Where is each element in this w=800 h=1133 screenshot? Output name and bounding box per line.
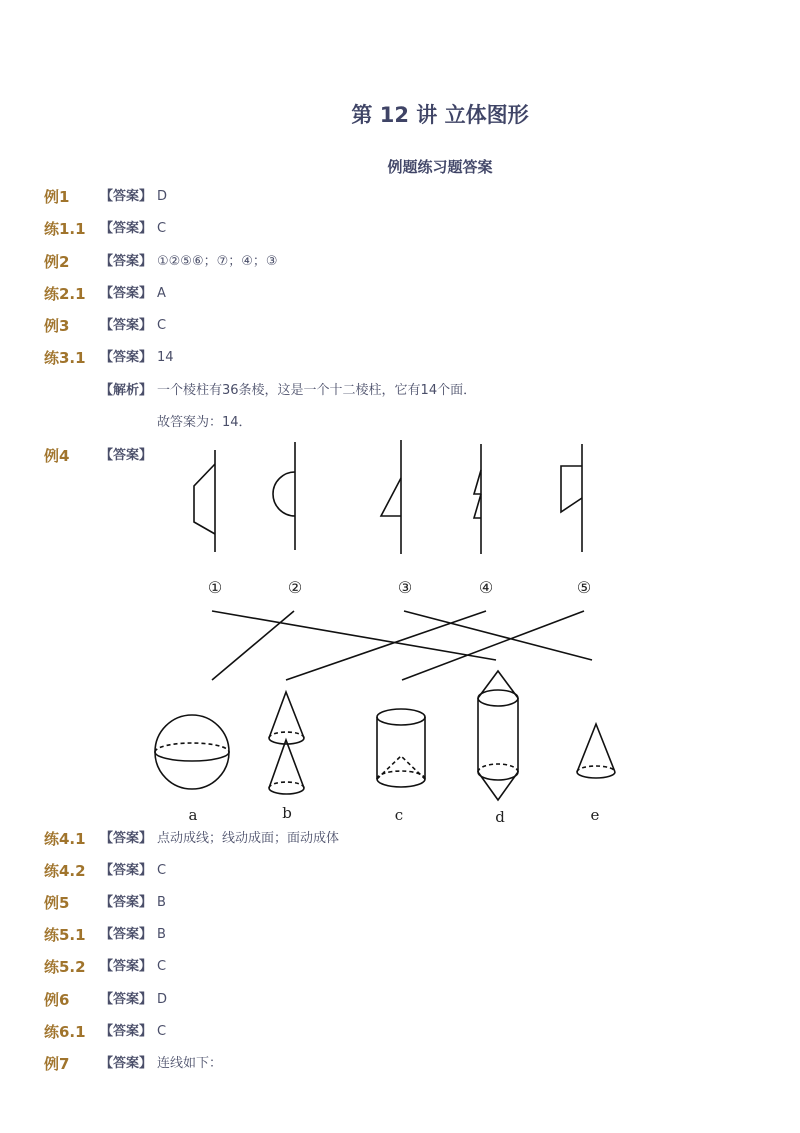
answer-value: 点动成线；线动成面；面动成体	[157, 831, 340, 846]
page-title: 第 12 讲 立体图形	[351, 103, 529, 127]
question-label: 练2.1	[44, 285, 86, 303]
solid-sphere	[155, 715, 229, 789]
plane-shape-2	[273, 442, 295, 550]
answer-tag: 【答案】	[100, 221, 153, 236]
solid-double-cone	[269, 692, 304, 794]
top-label-3: ③	[397, 578, 413, 597]
answer-value: C	[157, 959, 167, 974]
rotation-matching-figure	[140, 436, 640, 828]
bottom-label-a: a	[188, 806, 198, 824]
answer-value: B	[157, 895, 166, 910]
plane-shape-4	[474, 444, 481, 554]
answer-value: 连线如下：	[157, 1056, 223, 1071]
question-label: 练4.2	[44, 862, 86, 880]
answer-tag: 【答案】	[100, 448, 153, 463]
answer-value: C	[157, 221, 167, 236]
solid-cylinder-cone	[377, 709, 425, 787]
answer-tag: 【答案】	[100, 959, 153, 974]
top-label-2: ②	[287, 578, 303, 597]
answer-tag: 【答案】	[100, 863, 153, 878]
answer-tag: 【答案】	[100, 895, 153, 910]
solid-cone	[577, 724, 615, 778]
question-label: 例6	[44, 991, 70, 1009]
bottom-label-c: c	[394, 806, 404, 824]
analysis-line-2: 故答案为：14．	[157, 415, 252, 430]
plane-shape-1	[194, 450, 215, 552]
plane-shape-5	[561, 444, 582, 552]
question-label: 练1.1	[44, 220, 86, 238]
answer-value: C	[157, 1024, 167, 1039]
question-label: 练4.1	[44, 830, 86, 848]
question-label: 例1	[44, 188, 70, 206]
plane-shape-3	[381, 440, 401, 554]
question-label: 例4	[44, 447, 70, 465]
answer-tag: 【答案】	[100, 318, 153, 333]
answer-tag: 【答案】	[100, 1024, 153, 1039]
answer-tag: 【答案】	[100, 992, 153, 1007]
answer-tag: 【答案】	[100, 286, 153, 301]
bottom-label-e: e	[590, 806, 600, 824]
question-label: 例7	[44, 1055, 70, 1073]
answer-tag: 【答案】	[100, 831, 153, 846]
top-label-5: ⑤	[576, 578, 592, 597]
answer-value: C	[157, 863, 167, 878]
answer-value: D	[157, 992, 168, 1007]
solid-cylinder-double-cone	[478, 671, 518, 800]
bottom-label-d: d	[495, 808, 505, 826]
question-label: 练3.1	[44, 349, 86, 367]
matching-lines	[212, 611, 592, 680]
answer-value: 14	[157, 350, 174, 365]
answer-tag: 【答案】	[100, 350, 153, 365]
page-subtitle: 例题练习题答案	[387, 158, 493, 176]
answer-tag: 【答案】	[100, 189, 153, 204]
answer-value: C	[157, 318, 167, 333]
answer-value: ①②⑤⑥；⑦；④；③	[157, 254, 278, 269]
question-label: 练5.2	[44, 958, 86, 976]
answer-tag: 【答案】	[100, 927, 153, 942]
question-label: 例3	[44, 317, 70, 335]
bottom-label-b: b	[282, 804, 292, 822]
analysis-line-1: 一个棱柱有36条棱，这是一个十二棱柱，它有14个面．	[157, 383, 477, 398]
question-label: 例5	[44, 894, 70, 912]
answer-tag: 【答案】	[100, 254, 153, 269]
answer-value: A	[157, 286, 166, 301]
analysis-tag: 【解析】	[100, 383, 153, 398]
question-label: 练6.1	[44, 1023, 86, 1041]
question-label: 练5.1	[44, 926, 86, 944]
answer-tag: 【答案】	[100, 1056, 153, 1071]
top-label-1: ①	[207, 578, 223, 597]
answer-value: B	[157, 927, 166, 942]
question-label: 例2	[44, 253, 70, 271]
answer-value: D	[157, 189, 168, 204]
top-label-4: ④	[478, 578, 494, 597]
